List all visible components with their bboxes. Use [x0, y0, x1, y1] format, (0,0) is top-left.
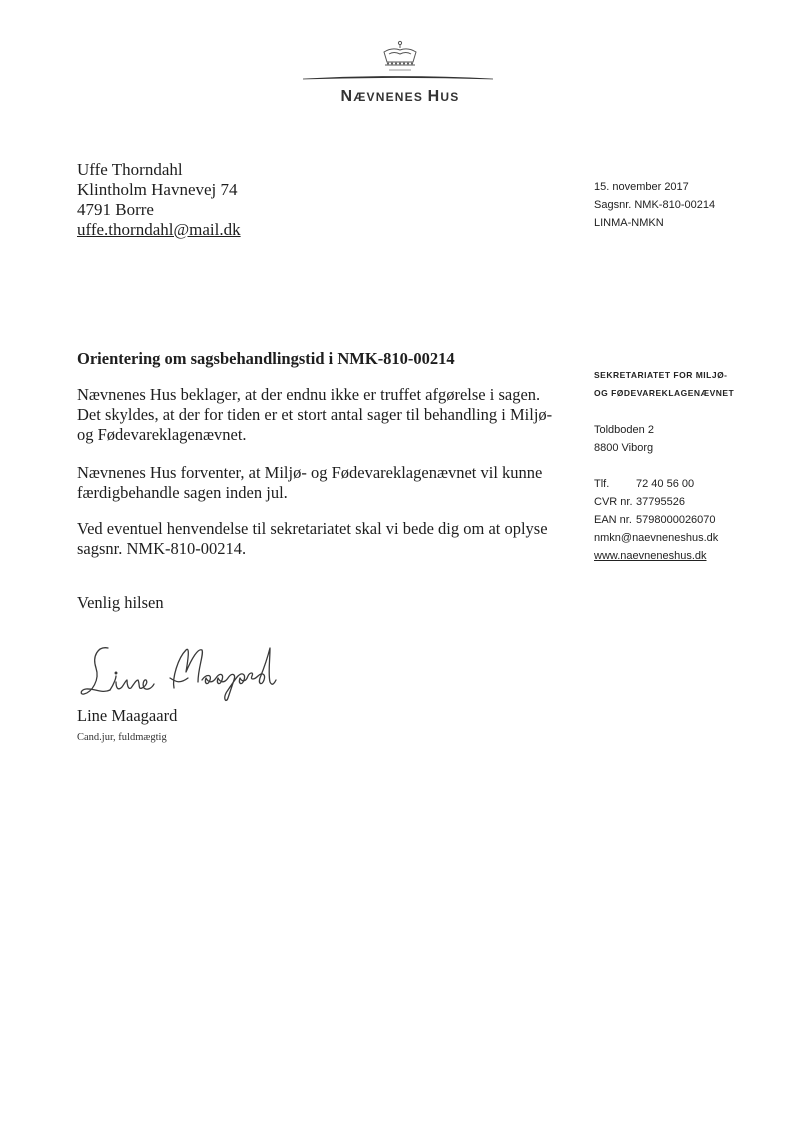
paragraph-line: Det skyldes, at der for tiden er et stort antal sager til behandling i Miljø- [77, 405, 553, 424]
sidebar-address [594, 421, 734, 457]
sender-sidebar [594, 366, 734, 565]
cvr-row [594, 493, 734, 511]
address-line: 8800 Viborg [594, 442, 654, 454]
phone-row [594, 475, 734, 493]
ean-label: EAN nr. [594, 514, 632, 526]
org-name-part-1: ÆVNENES [353, 90, 428, 104]
phone-label: Tlf. [594, 478, 610, 490]
recipient-address [77, 160, 241, 240]
sidebar-heading-line: OG FØDEVAREKLAGENÆVNET [594, 388, 735, 398]
body-paragraph [77, 463, 557, 503]
reference-code: LINMA-NMKN [594, 217, 664, 229]
org-name-initial-2: H [427, 88, 441, 105]
recipient-email-link[interactable]: uffe.thorndahl@mail.dk [77, 220, 241, 239]
recipient-name: Uffe Thorndahl [77, 160, 183, 179]
sidebar-contact [594, 475, 734, 565]
sidebar-website-link[interactable]: www.naevneneshus.dk [594, 550, 707, 562]
ean-row [594, 511, 734, 529]
crown-logo-icon [377, 40, 423, 76]
sidebar-email-link[interactable]: nmkn@naevneneshus.dk [594, 532, 719, 544]
sidebar-heading-line: SEKRETARIATET FOR MILJØ- [594, 370, 728, 380]
paragraph-line: Nævnenes Hus forventer, at Miljø- og Fødevareklagenævnet vil kunne [77, 463, 543, 482]
sidebar-heading [594, 366, 734, 402]
reference-block [594, 178, 715, 232]
paragraph-line: sagsnr. NMK-810-00214. [77, 539, 247, 558]
org-name-part-2: US [440, 90, 460, 104]
logo-divider [303, 74, 493, 82]
cvr-label: CVR nr. [594, 496, 633, 508]
paragraph-line: Ved eventuel henvendelse til sekretariatet skal vi bede dig om at oplyse [77, 519, 548, 538]
paragraph-line: Nævnenes Hus beklager, at der endnu ikke er truffet afgørelse i sagen. [77, 385, 541, 404]
ean-value: 5798000026070 [636, 514, 716, 526]
signer-name: Line Maagaard [77, 706, 178, 725]
body-paragraph [77, 385, 557, 445]
closing-greeting: Venlig hilsen [77, 593, 164, 612]
address-line: Toldboden 2 [594, 424, 654, 436]
recipient-city: 4791 Borre [77, 200, 154, 219]
phone-value: 72 40 56 00 [636, 478, 695, 490]
letter-subject: Orientering om sagsbehandlingstid i NMK-810-00214 [77, 349, 455, 368]
body-paragraph [77, 519, 557, 559]
org-name-initial-1: N [340, 88, 354, 105]
cvr-value: 37795526 [636, 496, 685, 508]
paragraph-line: og Fødevareklagenævnet. [77, 425, 247, 444]
handwritten-signature [78, 638, 288, 706]
case-number: Sagsnr. NMK-810-00214 [594, 199, 716, 211]
recipient-street: Klintholm Havnevej 74 [77, 180, 238, 199]
letter-date: 15. november 2017 [594, 181, 689, 193]
signer-title: Cand.jur, fuldmægtig [77, 732, 167, 743]
organization-name [300, 88, 500, 106]
paragraph-line: færdigbehandle sagen inden jul. [77, 483, 288, 502]
